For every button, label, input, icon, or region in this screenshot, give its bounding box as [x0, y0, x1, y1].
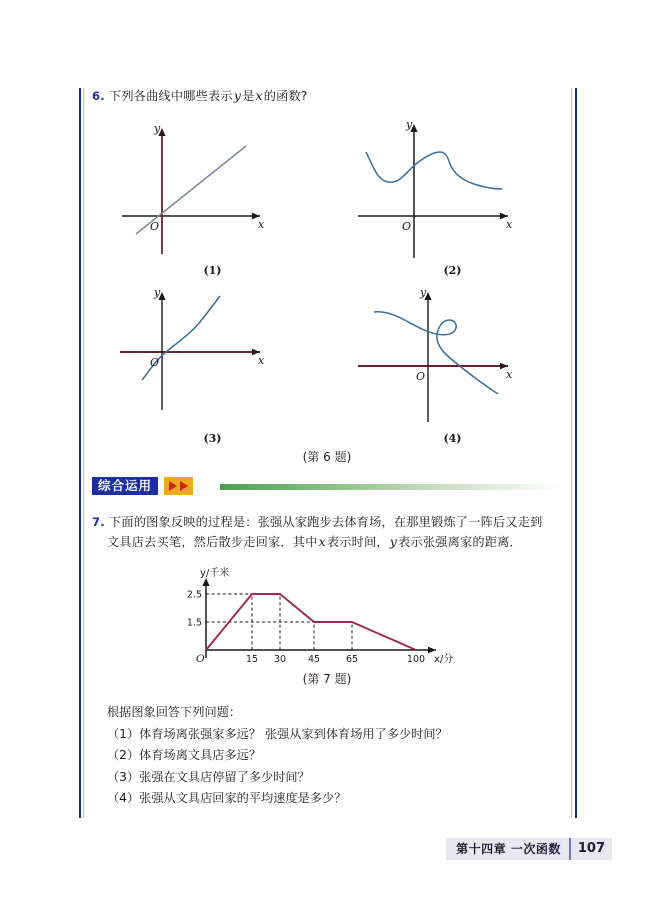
chart-xlabel: x/分 [434, 654, 454, 665]
problem-6-number: 6. [92, 89, 105, 103]
figure-1-svg [100, 116, 325, 266]
svg-text:x: x [506, 368, 513, 381]
problem-7-line2-c: 表示张强离家的距离． [398, 535, 522, 549]
figure-2-svg [340, 116, 565, 266]
chart-origin-label: O [196, 653, 205, 665]
chart-ytick-1-5: 1.5 [186, 617, 202, 629]
figure-3-cubic-curve [100, 284, 325, 434]
svg-text:O: O [416, 370, 426, 383]
play-triangle-icon [169, 481, 177, 491]
problem-7-chart [92, 566, 562, 686]
svg-text:y: y [420, 286, 427, 299]
page-rule-left [79, 88, 81, 818]
page-rule-right-soft [571, 88, 572, 818]
chart-xtick-100: 100 [406, 654, 426, 665]
svg-text:O: O [402, 220, 412, 233]
play-triangle-icon [180, 481, 188, 491]
problem-7-line2-b: 表示时间， [326, 535, 389, 549]
figure-1-caption: (1) [203, 264, 222, 277]
chart-y-arrow [202, 578, 209, 586]
problem-7-chart-svg [184, 566, 459, 670]
section-banner-title: 综合运用 [92, 477, 158, 495]
problem-7-question-3: （3）张强在文具店停留了多少时间？ [107, 769, 310, 784]
problem-6-text-a: 下列各曲线中哪些表示 [108, 89, 233, 103]
figure-4-svg [340, 284, 565, 434]
figure-2-caption: (2) [443, 264, 462, 277]
problem-7 [92, 513, 562, 532]
problem-6-statement [109, 89, 308, 103]
problem-7-line2 [92, 532, 562, 552]
chart-ytick-2-5: 2.5 [186, 589, 202, 601]
svg-text:x: x [506, 218, 513, 231]
chart-xtick-45: 45 [307, 654, 321, 665]
footer-inner [446, 838, 612, 860]
section-banner [92, 477, 562, 495]
problem-6-figure-label: (第 6 题) [302, 450, 352, 464]
problem-7-number: 7. [92, 515, 105, 529]
problem-6-text-c: 的函数? [263, 89, 308, 103]
banner-green-bar [220, 484, 562, 490]
chart-ylabel: y/千米 [200, 568, 230, 579]
math-var-x: x [318, 534, 326, 549]
problem-6 [92, 86, 562, 106]
math-var-y: y [389, 534, 398, 549]
math-var-y: y [233, 88, 242, 103]
chart-xtick-65: 65 [345, 654, 359, 665]
problem-7-lead: 根据图象回答下列问题： [107, 705, 242, 719]
figure-1-straight-line [100, 116, 325, 266]
problem-7-question-1: （1）体育场离张强家多远？ 张强从家到体育场用了多少时间？ [107, 726, 448, 741]
page-rule-right [575, 88, 577, 818]
page-content [92, 86, 562, 810]
page-footer [0, 838, 650, 862]
figure-3-caption: (3) [203, 432, 222, 445]
math-var-x: x [255, 88, 263, 103]
problem-6-figure-group [92, 112, 562, 464]
chart-xtick-15: 15 [245, 654, 259, 665]
svg-text:x: x [258, 218, 265, 231]
problem-7-question-list [92, 702, 562, 810]
svg-text:y: y [406, 118, 413, 131]
chart-x-arrow [428, 647, 436, 654]
svg-text:y: y [154, 122, 161, 135]
svg-text:O: O [150, 220, 160, 233]
figure-2-wavy-curve [340, 116, 565, 266]
footer-chapter-label: 第十四章 一次函数 [446, 838, 569, 860]
svg-text:x: x [258, 354, 265, 367]
problem-7-figure-label: (第 7 题) [302, 672, 352, 686]
problem-6-text-b: 是 [242, 89, 255, 103]
figure-3-svg [100, 284, 325, 434]
chart-xtick-30: 30 [273, 654, 287, 665]
svg-text:y: y [154, 286, 161, 299]
problem-7-line1: 下面的图象反映的过程是：张强从家跑步去体育场，在那里锻炼了一阵后又走到 [108, 515, 543, 529]
footer-page-number: 107 [569, 838, 612, 860]
page-rule-left-soft [83, 88, 84, 818]
problem-7-question-2: （2）体育场离文具店多远？ [107, 748, 262, 762]
svg-text:O: O [150, 356, 160, 369]
problem-7-line2-a: 文具店去买笔，然后散步走回家．其中 [107, 535, 318, 549]
figure-4-caption: (4) [443, 432, 462, 445]
problem-7-question-4: （4）张强从文具店回家的平均速度是多少？ [107, 791, 347, 805]
banner-arrow-group [164, 477, 193, 495]
figure-4-s-curve [340, 284, 565, 434]
chart-data-line [206, 594, 416, 650]
